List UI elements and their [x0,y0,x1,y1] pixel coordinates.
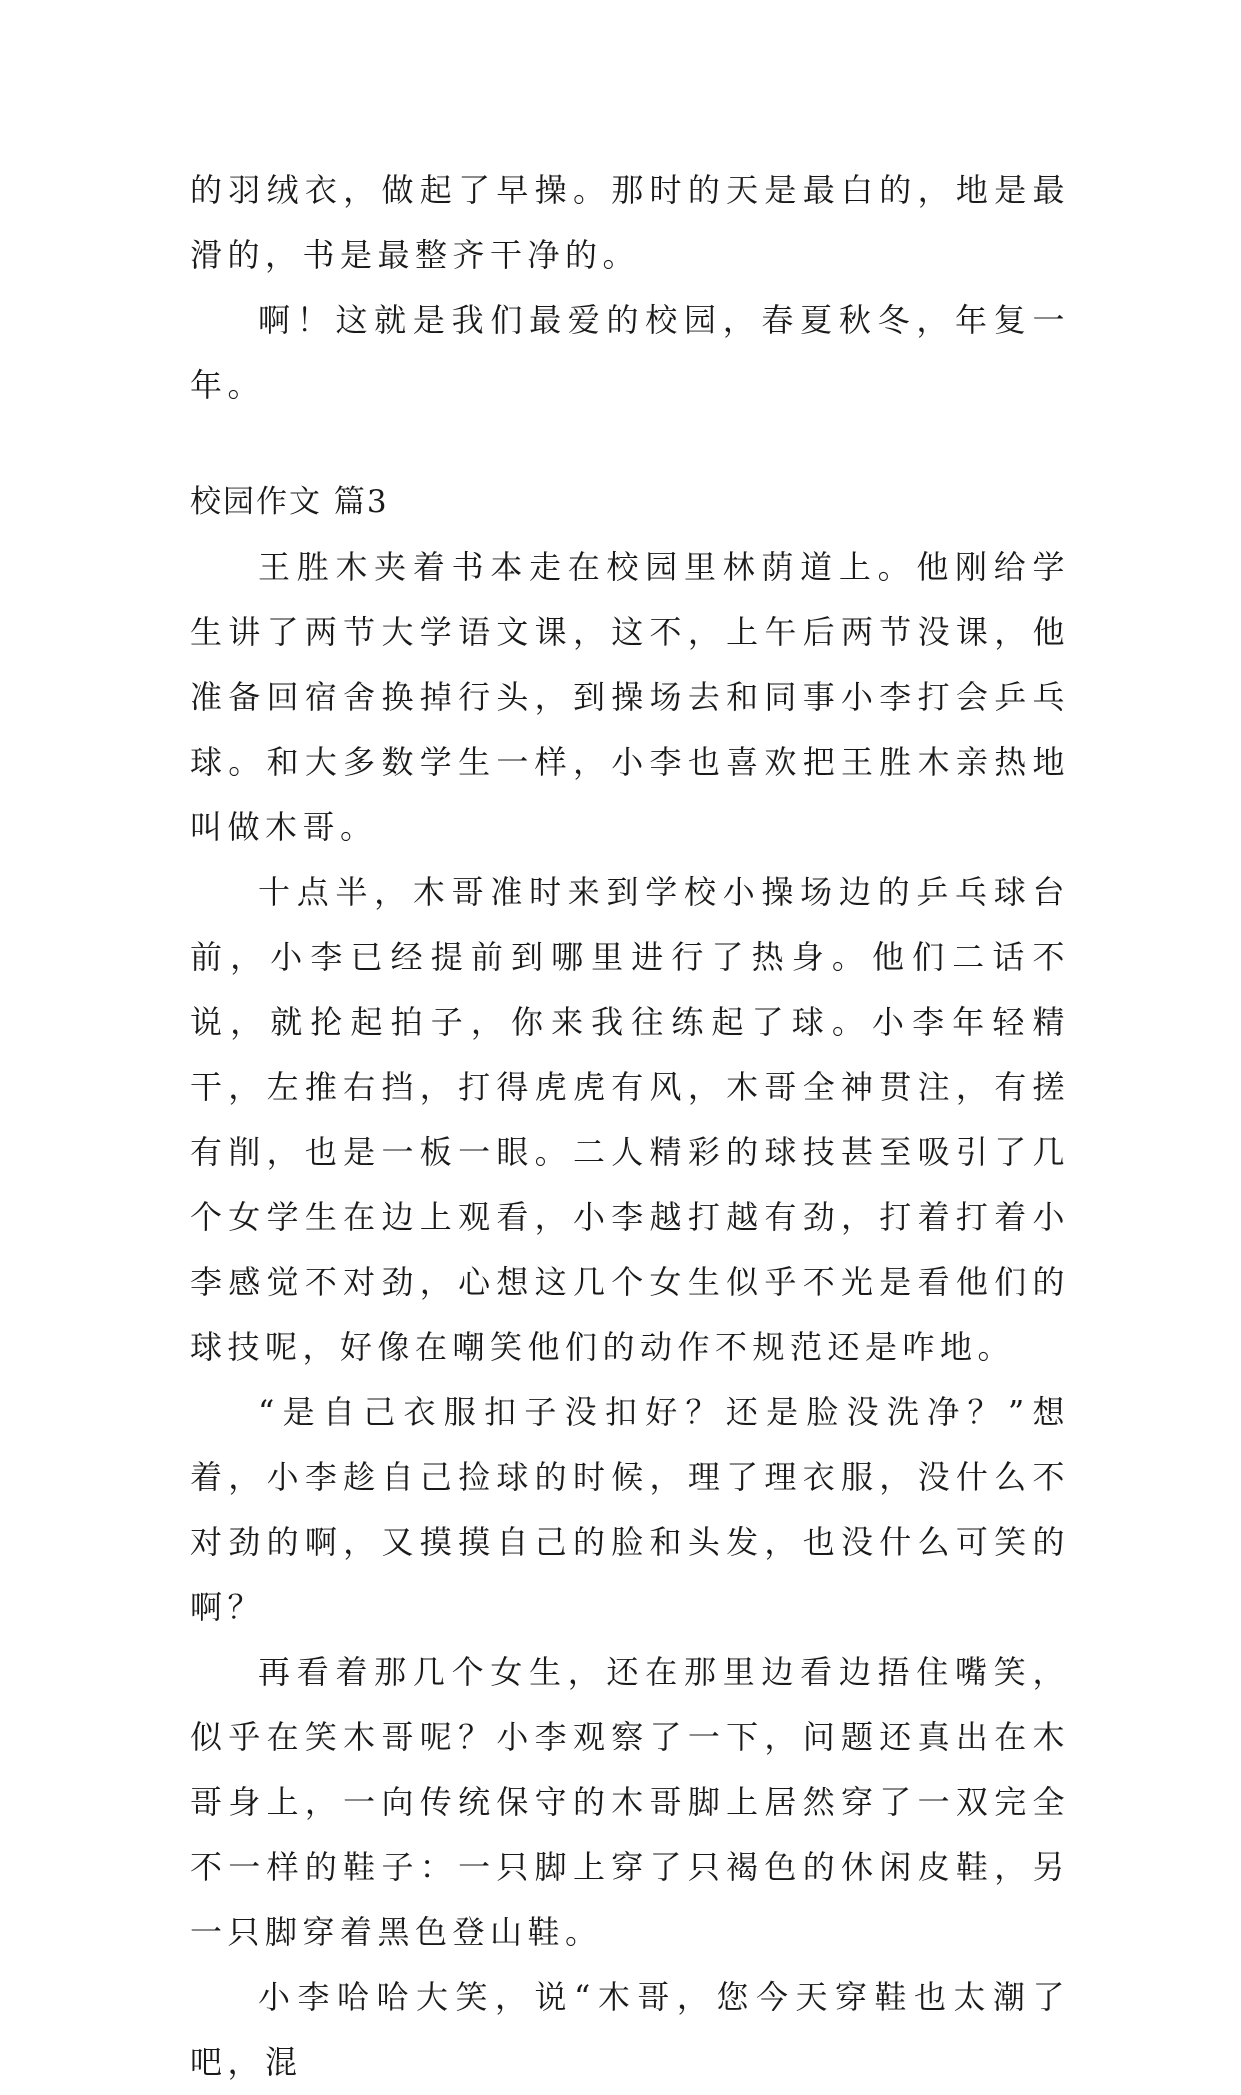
paragraph-1: 王胜木夹着书本走在校园里林荫道上。他刚给学生讲了两节大学语文课，这不，上午后两节没课，他准备回宿舍换掉行头，到操场去和同事小李打会乒乓球。和大多数学生一样，小李也喜欢把王胜木亲热地叫做木哥。 [190,548,1070,846]
paragraph-2: 十点半，木哥准时来到学校小操场边的乒乓球台前，小李已经提前到哪里进行了热身。他们二话不说，就抡起拍子，你来我往练起了球。小李年轻精干，左推右挡，打得虎虎有风，木哥全神贯注，有搓有削，也是一板一眼。二人精彩的球技甚至吸引了几个女学生在边上观看，小李越打越有劲，打着打着小李感觉不对劲，心想这几个女生似乎不光是看他们的球技呢，好像在嘲笑他们的动作不规范还是咋地。 [190,873,1070,1366]
section-heading: 校园作文 篇3 [190,484,389,520]
paragraph-5: 小李哈哈大笑，说“木哥，您今天穿鞋也太潮了吧，混 [190,1978,1070,2081]
paragraph-4: 再看着那几个女生，还在那里边看边捂住嘴笑，似乎在笑木哥呢？小李观察了一下，问题还真出在木哥身上，一向传统保守的木哥脚上居然穿了一双完全不一样的鞋子：一只脚上穿了只褐色的休闲皮鞋，另一只脚穿着黑色登山鞋。 [190,1653,1070,1951]
paragraph-closing: 啊！这就是我们最爱的校园，春夏秋冬，年复一年。 [190,301,1070,404]
paragraph-3: “是自己衣服扣子没扣好？还是脸没洗净？”想着，小李趁自己捡球的时候，理了理衣服，没什么不对劲的啊，又摸摸自己的脸和头发，也没什么可笑的啊？ [190,1393,1070,1626]
paragraph-continued: 的羽绒衣，做起了早操。那时的天是最白的，地是最滑的，书是最整齐干净的。 [190,171,1070,274]
document-body [190,158,1070,2095]
